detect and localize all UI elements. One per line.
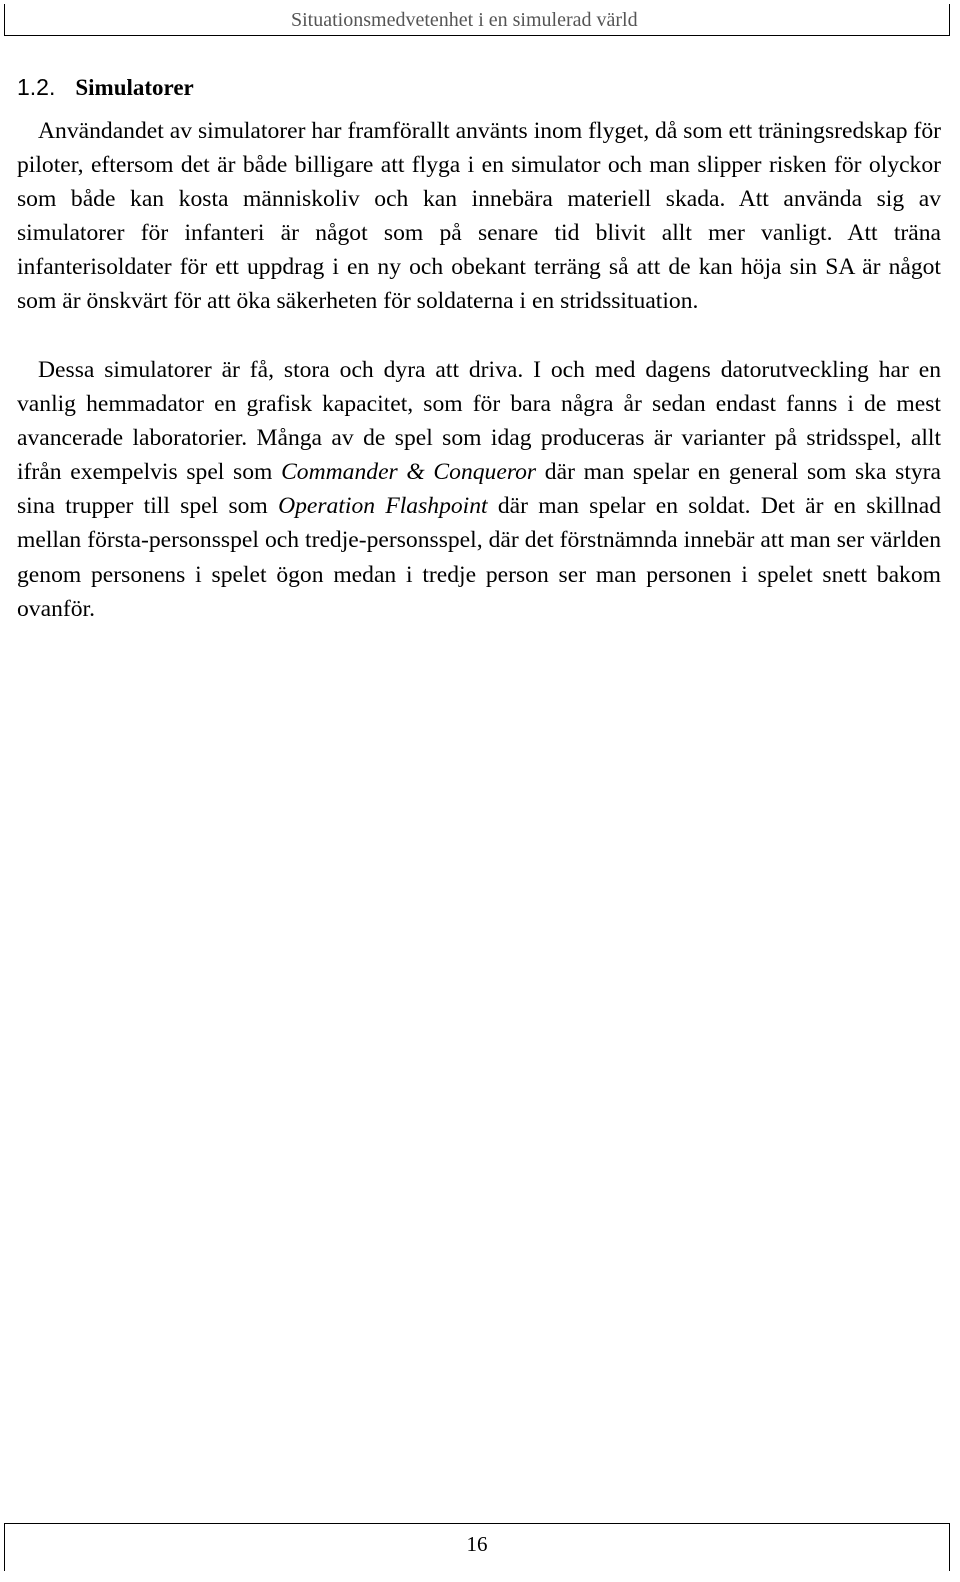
running-header [4, 4, 950, 36]
running-header-title: Situationsmedvetenhet i en simulerad värld [291, 9, 638, 31]
section-heading [17, 74, 194, 101]
section-number: 1.2. [17, 74, 56, 100]
paragraph-2-part-2: där man spelar en general som ska styra sina trupper till spel som [17, 459, 941, 520]
game-title-commander-conqueror: Commander & Conqueror [281, 459, 537, 486]
paragraph-1: Användandet av simulatorer har framförallt använts inom flyget, då som ett träningsredskap för piloter, eftersom det är både billigare att flyga i en simulator och man slipper risken för olyckor som både kan kosta människoliv och kan innebära materiell skada. Att använda sig av simulatorer för infanteri är något som på senare tid blivit allt mer vanligt. Att träna infanterisoldater för ett uppdrag i en ny och obekant terräng så att de kan höja sin SA är något som är önskvärt för att öka säkerheten för soldaterna i en stridssituation. [17, 118, 941, 315]
game-title-operation-flashpoint: Operation Flashpoint [278, 493, 488, 520]
section-title: Simulatorer [75, 75, 194, 100]
page-footer [4, 1523, 950, 1571]
paragraph-2-part-1: Dessa simulatorer är få, stora och dyra att driva. I och med dagens datorutveckling har en vanlig hemmadator en grafisk kapacitet, som för bara några år sedan endast fanns i de mest avancerade laboratorier. Många av de spel som idag produceras är varianter på stridsspel, allt ifrån exempelvis spel som [17, 357, 941, 486]
page-number: 16 [466, 1532, 488, 1556]
paragraph-2-part-3: där man spelar en soldat. Det är en skillnad mellan första-personsspel och tredje-personsspel, där det förstnämnda innebär att man ser världen genom personens i spelet ögon medan i tredje person ser man personen i spelet snett bakom ovanför. [17, 493, 942, 622]
paragraph-2 [17, 353, 941, 626]
